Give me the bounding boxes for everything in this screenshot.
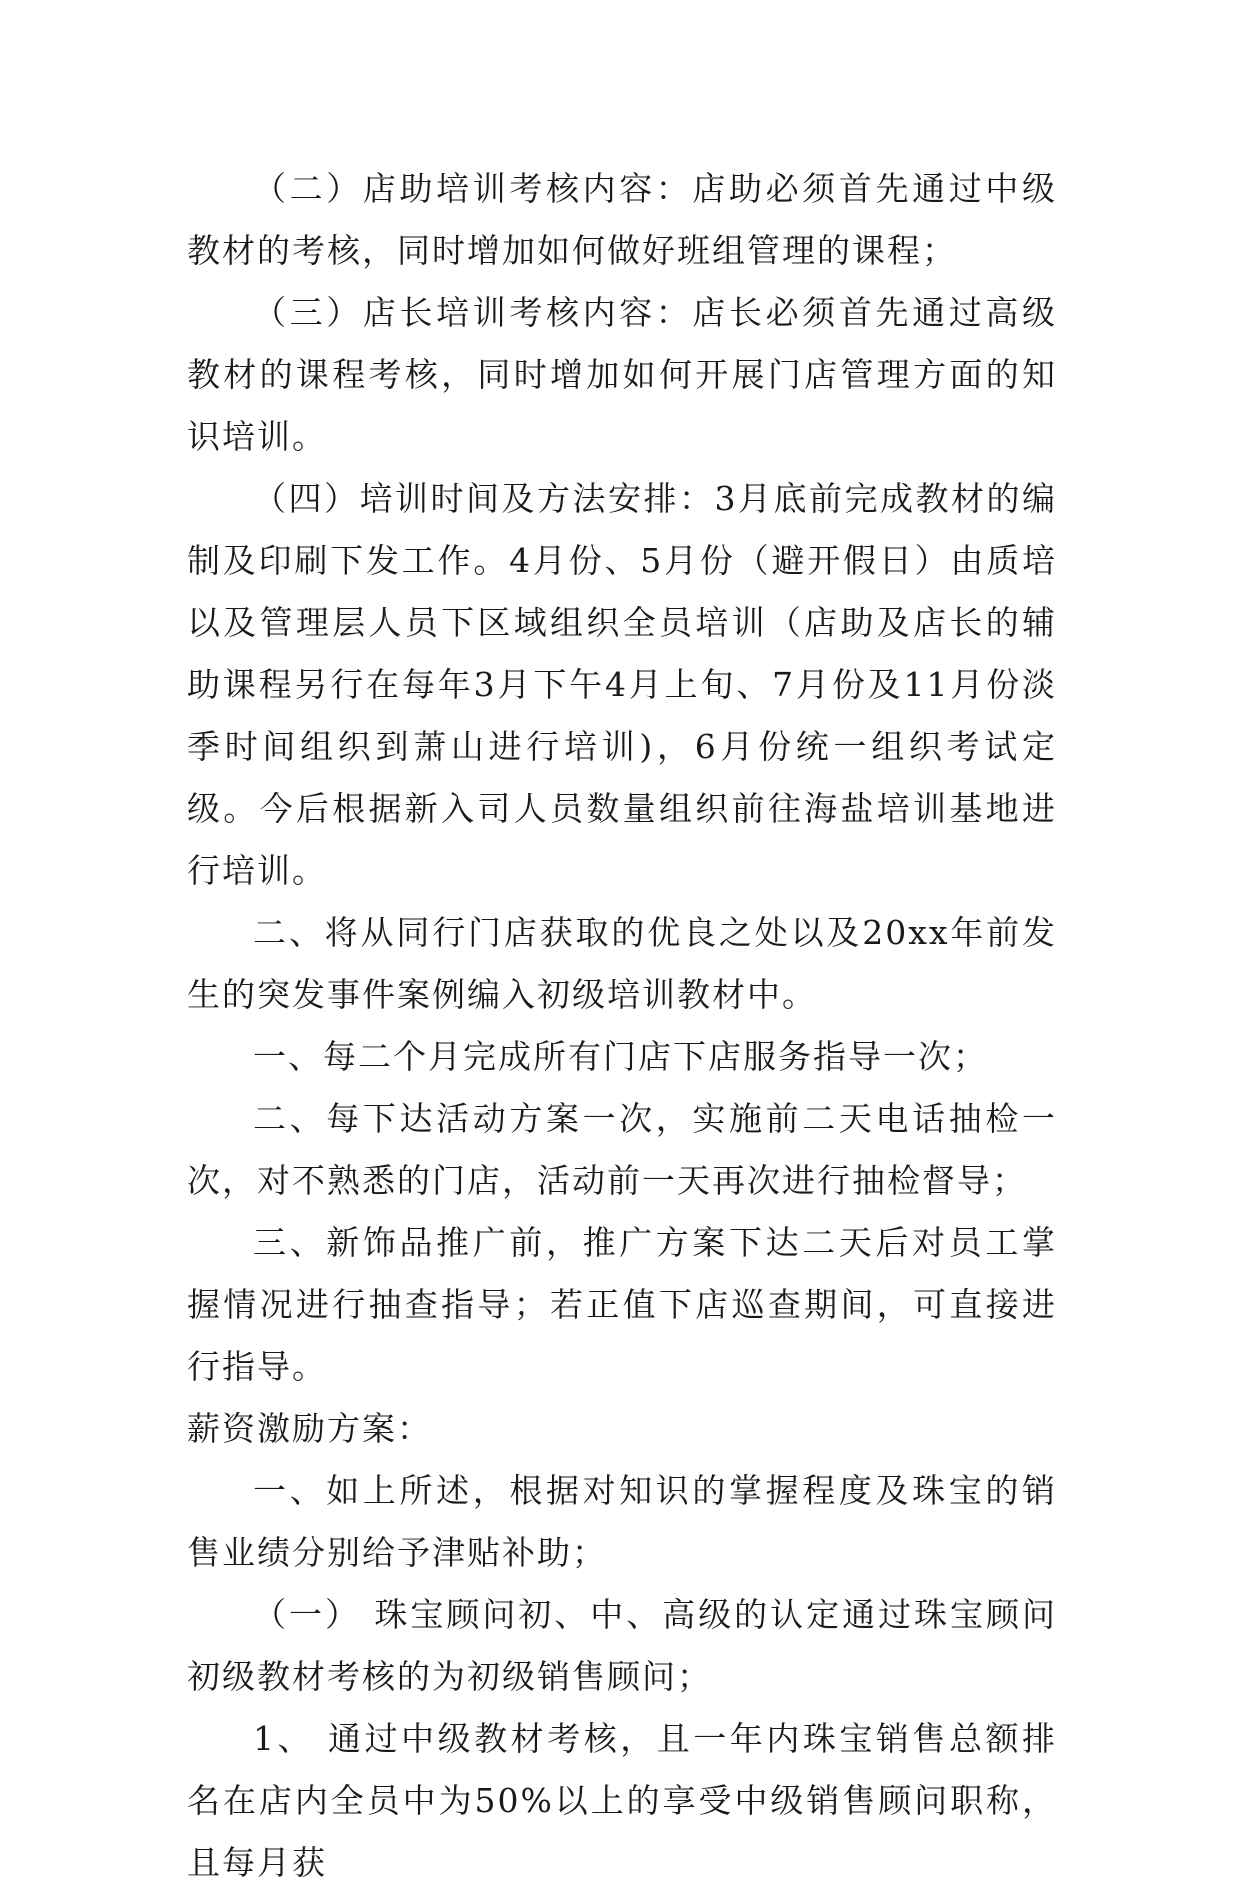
document-body: [187, 158, 1057, 1894]
paragraph-consultant-levels: （一） 珠宝顾问初、中、高级的认定通过珠宝顾问初级教材考核的为初级销售顾问；: [187, 1595, 1057, 1696]
paragraph-allowance: 一、如上所述，根据对知识的掌握程度及珠宝的销售业绩分别给予津贴补助；: [187, 1471, 1057, 1572]
paragraph-intermediate-consultant: 1、 通过中级教材考核，且一年内珠宝销售总额排名在店内全员中为50%以上的享受中级销售顾问职称，且每月获: [187, 1719, 1057, 1882]
paragraph-activity-check: 二、每下达活动方案一次，实施前二天电话抽检一次，对不熟悉的门店，活动前一天再次进行抽检督导；: [187, 1099, 1057, 1200]
paragraph-case-collection: 二、将从同行门店获取的优良之处以及20xx年前发生的突发事件案例编入初级培训教材中。: [187, 913, 1057, 1014]
paragraph-training-schedule: （四）培训时间及方法安排：3月底前完成教材的编制及印刷下发工作。4月份、5月份（避开假日）由质培以及管理层人员下区域组织全员培训（店助及店长的辅助课程另行在每年3月下午4月上旬、7月份及11月份淡季时间组织到萧山进行培训)，6月份统一组织考试定级。今后根据新入司人员数量组织前往海盐培训基地进行培训。: [187, 479, 1057, 890]
paragraph-product-promotion: 三、新饰品推广前，推广方案下达二天后对员工掌握情况进行抽查指导；若正值下店巡查期间，可直接进行指导。: [187, 1223, 1057, 1386]
paragraph-store-assistant-training: （二）店助培训考核内容：店助必须首先通过中级教材的考核，同时增加如何做好班组管理的课程；: [187, 169, 1057, 270]
paragraph-service-guidance: 一、每二个月完成所有门店下店服务指导一次；: [253, 1037, 988, 1076]
paragraph-store-manager-training: （三）店长培训考核内容：店长必须首先通过高级教材的课程考核，同时增加如何开展门店管理方面的知识培训。: [187, 293, 1057, 456]
section-heading-salary-incentive: 薪资激励方案：: [187, 1409, 432, 1448]
